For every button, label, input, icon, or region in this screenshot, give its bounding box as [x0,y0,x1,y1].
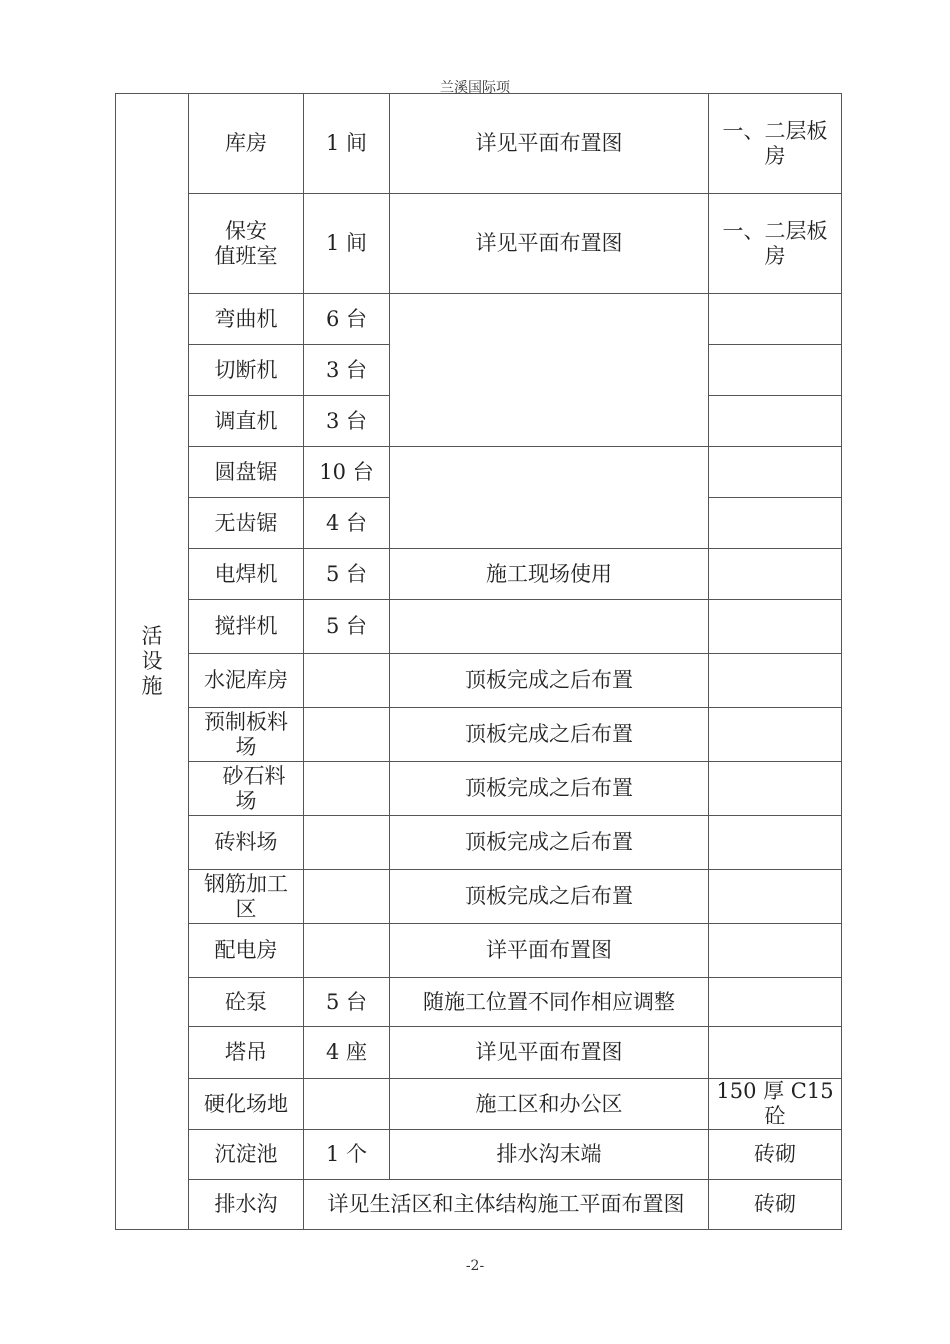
facility-desc: 施工现场使用 [390,549,709,600]
facility-qty [304,816,390,870]
facility-note [709,816,842,870]
facility-table [115,93,842,1230]
facility-desc [390,600,709,654]
facility-qty: 3 台 [304,396,390,447]
facility-note [709,924,842,978]
table-row [116,762,842,816]
facility-name: 搅拌机 [189,600,304,654]
facility-name: 钢筋加工 区 [189,870,304,924]
facility-note [709,870,842,924]
table-row [116,1027,842,1079]
facility-note [709,294,842,345]
facility-name: 砼泵 [189,978,304,1027]
facility-name: 塔吊 [189,1027,304,1079]
facility-qty: 5 台 [304,978,390,1027]
facility-name: 切断机 [189,345,304,396]
facility-note [709,498,842,549]
facility-qty: 10 台 [304,447,390,498]
table-row [116,600,842,654]
facility-name: 电焊机 [189,549,304,600]
table-row [116,549,842,600]
facility-desc: 详平面布置图 [390,924,709,978]
facility-name: 无齿锯 [189,498,304,549]
facility-desc: 详见平面布置图 [390,1027,709,1079]
facility-note [709,978,842,1027]
table-row [116,654,842,708]
table-row [116,978,842,1027]
facility-desc: 顶板完成之后布置 [390,816,709,870]
facility-desc: 顶板完成之后布置 [390,708,709,762]
facility-qty: 4 座 [304,1027,390,1079]
facility-qty [304,762,390,816]
facility-desc: 详见生活区和主体结构施工平面布置图 [304,1180,709,1230]
facility-qty [304,708,390,762]
facility-note [709,762,842,816]
facility-name: 砖料场 [189,816,304,870]
facility-qty [304,654,390,708]
facility-note [709,447,842,498]
table-row [116,1130,842,1180]
facility-desc-merged [390,294,709,447]
facility-note: 一、二层板 房 [709,194,842,294]
table-row [116,447,842,498]
facility-qty [304,870,390,924]
facility-qty: 1 间 [304,94,390,194]
category-cell: 活 设 施 [116,94,189,1230]
facility-name: 圆盘锯 [189,447,304,498]
facility-name: 沉淀池 [189,1130,304,1180]
facility-desc: 顶板完成之后布置 [390,870,709,924]
facility-note: 砖砌 [709,1180,842,1230]
facility-name: 调直机 [189,396,304,447]
table-row [116,294,842,345]
page-header: 兰溪国际项 [440,80,510,96]
facility-note [709,708,842,762]
facility-name: 弯曲机 [189,294,304,345]
facility-note: 一、二层板 房 [709,94,842,194]
facility-desc: 排水沟末端 [390,1130,709,1180]
facility-name: 排水沟 [189,1180,304,1230]
facility-name: 水泥库房 [189,654,304,708]
facility-desc: 详见平面布置图 [390,94,709,194]
table-row [116,924,842,978]
table-row [116,708,842,762]
facility-qty: 1 个 [304,1130,390,1180]
facility-desc: 随施工位置不同作相应调整 [390,978,709,1027]
facility-qty: 1 间 [304,194,390,294]
table-row [116,816,842,870]
table-row [116,194,842,294]
facility-note [709,600,842,654]
facility-note [709,396,842,447]
facility-note [709,549,842,600]
table-row [116,1079,842,1130]
facility-name: 配电房 [189,924,304,978]
facility-qty: 6 台 [304,294,390,345]
facility-name: 库房 [189,94,304,194]
facility-desc: 施工区和办公区 [390,1079,709,1130]
facility-qty: 3 台 [304,345,390,396]
facility-desc-merged [390,447,709,549]
facility-note [709,654,842,708]
table-row [116,94,842,194]
facility-name: 硬化场地 [189,1079,304,1130]
facility-qty: 4 台 [304,498,390,549]
page-number: -2- [465,1258,485,1274]
facility-qty: 5 台 [304,600,390,654]
facility-name: 预制板料 场 [189,708,304,762]
table-row [116,870,842,924]
facility-note: 砖砌 [709,1130,842,1180]
facility-qty [304,1079,390,1130]
facility-note [709,345,842,396]
facility-name: 保安 值班室 [189,194,304,294]
facility-desc: 顶板完成之后布置 [390,654,709,708]
facility-qty: 5 台 [304,549,390,600]
facility-name: 砂石料 场 [189,762,304,816]
facility-qty [304,924,390,978]
table-row [116,1180,842,1230]
facility-desc: 顶板完成之后布置 [390,762,709,816]
facility-note: 150 厚 C15 砼 [709,1079,842,1130]
facility-desc: 详见平面布置图 [390,194,709,294]
facility-note [709,1027,842,1079]
